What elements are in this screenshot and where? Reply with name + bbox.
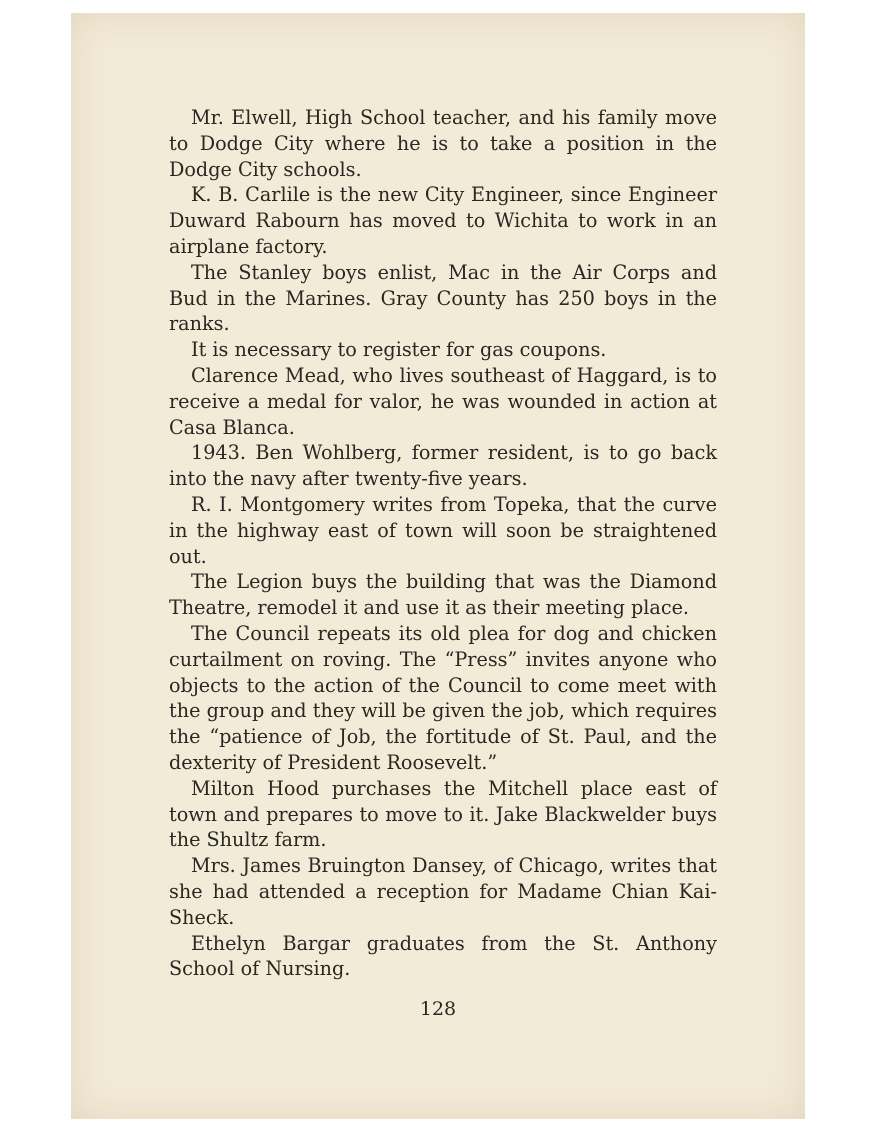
book-page [71, 13, 805, 1119]
paragraph: Mrs. James Bruington Dansey, of Chicago, writes that she had attended a reception for Madame Chian Kai-Sheck. [169, 854, 717, 929]
paragraph: It is necessary to register for gas coupons. [191, 338, 607, 362]
paragraph: The Legion buys the building that was the Diamond Theatre, remodel it and use it as their meeting place. [169, 570, 717, 620]
body-text [169, 105, 717, 982]
paragraph: Ethelyn Bargar graduates from the St. Anthony School of Nursing. [169, 931, 717, 981]
paragraph: The Council repeats its old plea for dog and chicken curtailment on roving. The “Press” invites anyone who objects to the action of the Council to come meet with the group and they will be given the job, which requires the “patience of Job, the fortitude of St. Paul, and the dexterity of President Roosevelt.” [169, 621, 717, 774]
paragraph: Milton Hood purchases the Mitchell place east of town and prepares to move to it. Jake Blackwelder buys the Shultz farm. [169, 776, 717, 852]
paragraph: 1943. Ben Wohlberg, former resident, is to go back into the navy after twenty-five years. [169, 441, 717, 491]
page-number: 128 [419, 998, 457, 1020]
paragraph: R. I. Montgomery writes from Topeka, that the curve in the highway east of town will soon be straightened out. [169, 492, 717, 568]
paragraph: Clarence Mead, who lives southeast of Haggard, is to receive a medal for valor, he was wounded in action at Casa Blanca. [169, 363, 717, 439]
paragraph: K. B. Carlile is the new City Engineer, since Engineer Duward Rabourn has moved to Wichita to work in an airplane factory. [169, 183, 717, 258]
paragraph: Mr. Elwell, High School teacher, and his family move to Dodge City where he is to take a position in the Dodge City schools. [169, 106, 717, 181]
paragraph: The Stanley boys enlist, Mac in the Air Corps and Bud in the Marines. Gray County has 250 boys in the ranks. [169, 260, 717, 336]
